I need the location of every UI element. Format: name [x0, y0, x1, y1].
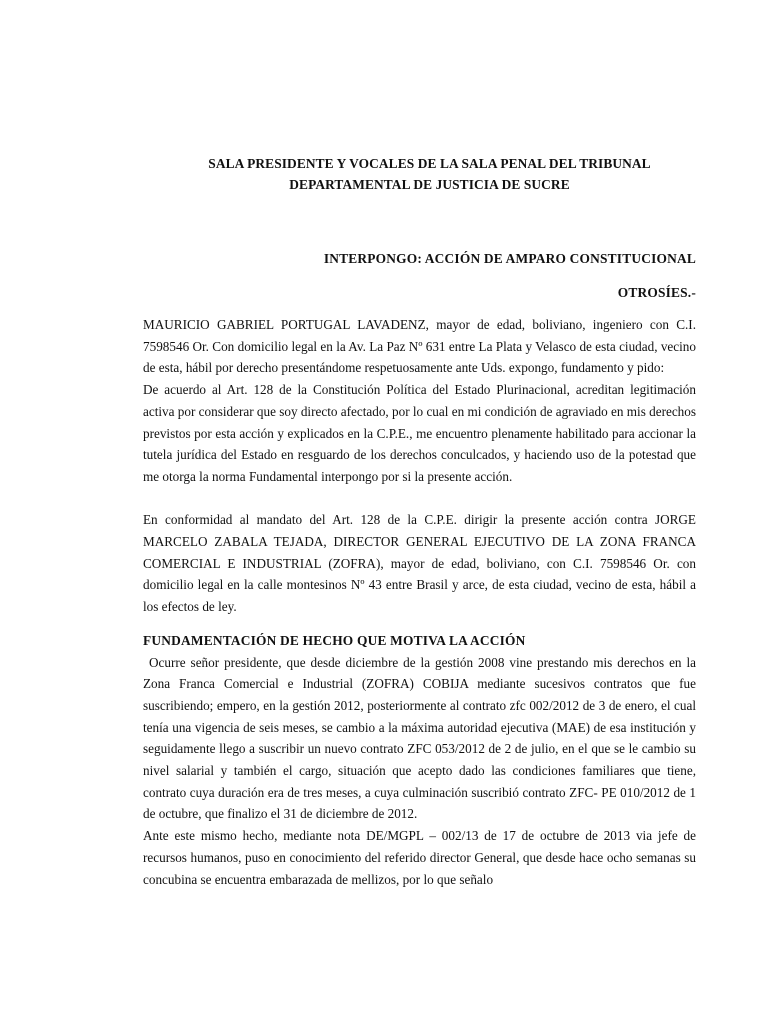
paragraph-respondent: En conformidad al mandato del Art. 128 de la C.P.E. dirigir la presente acción contra JORGE MARCELO ZABALA TEJADA, DIRECTOR GENERAL EJECUTIVO DE LA ZONA FRANCA COMERCIAL E INDUSTRIAL (ZOFRA), mayor de edad, boliviano, con C.I. 7598546 Or. con domicilio legal en la calle montesinos Nº 43 entre Brasil y arce, de esta ciudad, vecino de esta, hábil a los efectos de ley. [143, 512, 696, 615]
heading-line-2: DEPARTAMENTAL DE JUSTICIA DE SUCRE [289, 177, 570, 192]
paragraph-facts: Ocurre señor presidente, que desde diciembre de la gestión 2008 vine prestando mis derechos en la Zona Franca Comercial e Industrial (ZOFRA) COBIJA mediante sucesivos contratos que fue suscribiendo; empero, en la gestión 2012, posteriormente al contrato zfc 002/2012 de 3 de enero, el cual tenía una vigencia de seis meses, se cambio a la máxima autoridad ejecutiva (MAE) de esa institución y seguidamente llego a suscribir un nuevo contrato ZFC 053/2012 de 2 de julio, en el que se le cambio su nivel salarial y también el cargo, situación que acepto dado las condiciones familiares que tiene, contrato cuya duración era de tres meses, a cuya culminación suscribió contrato ZFC- PE 010/2012 de 1 de octubre, que finalizo el 31 de diciembre de 2012. [143, 654, 696, 822]
paragraph-notice: Ante este mismo hecho, mediante nota DE/MGPL – 002/13 de 17 de octubre de 2013 via jefe de recursos humanos, puso en conocimiento del referido director General, que desde hace ocho semanas su concubina se encuentra embarazada de mellizos, por lo que señalo [143, 828, 696, 887]
otrosies-label: OTROSÍES.- [617, 285, 696, 300]
interpongo-title: INTERPONGO: ACCIÓN DE AMPARO CONSTITUCIONAL [323, 251, 696, 266]
heading-line-1: SALA PRESIDENTE Y VOCALES DE LA SALA PENAL DEL TRIBUNAL [208, 156, 651, 171]
section-heading-fundamentacion: FUNDAMENTACIÓN DE HECHO QUE MOTIVA LA ACCIÓN [143, 632, 526, 648]
paragraph-petitioner: MAURICIO GABRIEL PORTUGAL LAVADENZ, mayor de edad, boliviano, ingeniero con C.I. 7598546 Or. Con domicilio legal en la Av. La Paz Nº 631 entre La Plata y Velasco de esta ciudad, vecino de esta, hábil por derecho presentándome respetuosamente ante Uds. expongo, fundamento y pido: [143, 317, 696, 376]
paragraph-legitimation: De acuerdo al Art. 128 de la Constitución Política del Estado Plurinacional, acreditan legitimación activa por considerar que soy directo afectado, por lo cual en mi condición de agraviado en mis derechos previstos por esta acción y explicados en la C.P.E., me encuentro plenamente habilitado para accionar la tutela jurídica del Estado en resguardo de los derechos conculcados, y haciendo uso de la potestad que me otorga la norma Fundamental interpongo por si la presente acción. [143, 382, 696, 484]
